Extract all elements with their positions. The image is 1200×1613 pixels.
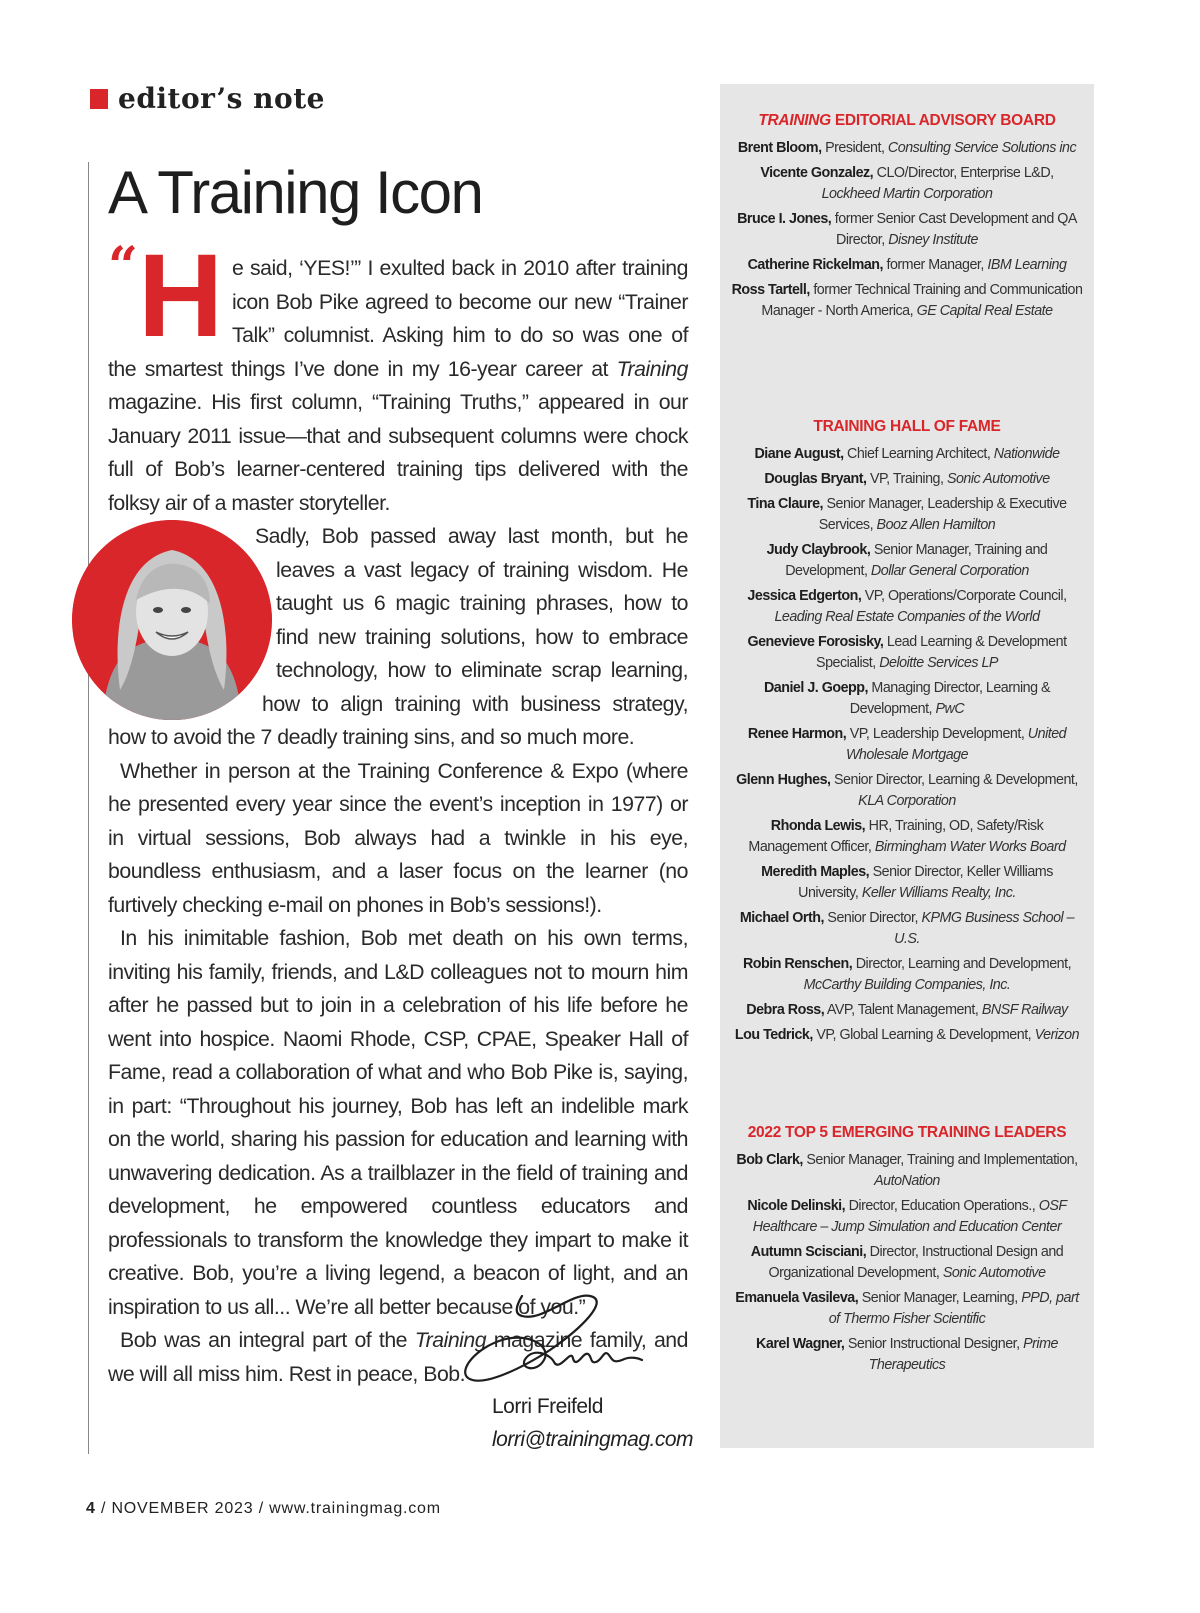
board-member-entry <box>720 862 1094 904</box>
member-title: Senior Manager, Leadership & Executive Services, <box>818 496 1067 533</box>
board-member-entry <box>720 724 1094 766</box>
advisory-heading-em: TRAINING <box>758 112 831 129</box>
member-title: VP, Leadership Development, <box>846 726 1025 742</box>
page-footer <box>86 1500 441 1518</box>
hall-of-fame-list <box>720 444 1094 1046</box>
paragraph-5-rest: magazine family, and we will all miss him. Rest in peace, Bob. <box>108 1328 688 1386</box>
member-name: Michael Orth, <box>739 910 824 926</box>
magazine-name: Training <box>414 1328 487 1352</box>
paragraph-1-rest: magazine. His first column, “Training Truths,” appeared in our January 2011 issue—that and subsequent columns were chock full of Bob’s learner-centered training tips delivered with the folksy air of a master storyteller. <box>108 390 688 515</box>
member-name: Tina Claure, <box>747 496 823 512</box>
member-title: Senior Manager, Learning, <box>858 1290 1018 1306</box>
member-name: Rhonda Lewis, <box>770 818 866 834</box>
member-organization: United Wholesale Mortgage <box>845 726 1067 763</box>
member-organization: Disney Institute <box>888 232 978 248</box>
member-title: CLO/Director, Enterprise L&D, <box>873 165 1054 181</box>
member-name: Jessica Edgerton, <box>747 588 862 604</box>
board-member-entry <box>720 816 1094 858</box>
member-name: Vicente Gonzalez, <box>760 165 874 181</box>
board-member-entry <box>720 163 1094 205</box>
dropcap <box>108 230 226 362</box>
member-title: Senior Director, Learning & Development, <box>830 772 1078 788</box>
paragraph-3: Whether in person at the Training Conference & Expo (where he presented every year since the event’s inception in 1977) or in virtual sessions, Bob always had a twinkle in his eye, boundless enthusiasm, and a laser focus on the learner (no furtively checking e-mail on phones in Bob’s sessions!). <box>108 758 688 917</box>
member-name: Diane August, <box>754 446 844 462</box>
paragraph-1-text: e said, ‘YES!’” I exulted back in 2010 after training icon Bob Pike agreed to become our new “Trainer Talk” columnist. Asking him to do so was one of the smartest things I’ve done in my 16-year career at <box>108 256 688 381</box>
section-label-text: editor’s note <box>118 82 325 115</box>
member-name: Debra Ross, <box>746 1002 825 1018</box>
member-name: Daniel J. Goepp, <box>763 680 868 696</box>
member-organization: AutoNation <box>874 1173 940 1189</box>
member-organization: Leading Real Estate Companies of the World <box>774 609 1040 625</box>
emerging-leaders-list <box>720 1150 1094 1376</box>
member-name: Genevieve Forosisky, <box>747 634 884 650</box>
member-title: Senior Director, <box>823 910 918 926</box>
board-member-entry <box>720 540 1094 582</box>
advisory-board-section <box>720 112 1094 326</box>
author-name: Lorri Freifeld <box>492 1395 603 1418</box>
article-body <box>108 230 688 1391</box>
member-organization: KPMG Business School – U.S. <box>894 910 1075 947</box>
member-title: VP, Operations/Corporate Council, <box>861 588 1067 604</box>
paragraph-2-text: Sadly, Bob passed away last month, but he leaves a vast legacy of training wisdom. He taught us 6 magic training phrases, how to find new training solutions, how to embrace technology, how to eliminate scrap learning, how to align training with business strategy, how to avoid the 7 deadly training sins, and so much more. <box>108 524 688 749</box>
member-name: Douglas Bryant, <box>764 471 867 487</box>
member-organization: GE Capital Real Estate <box>916 303 1053 319</box>
member-organization: OSF Healthcare – Jump Simulation and Education Center <box>752 1198 1067 1235</box>
section-label <box>90 82 325 115</box>
member-name: Judy Claybrook, <box>766 542 871 558</box>
member-title: Senior Manager, Training and Implementation, <box>802 1152 1078 1168</box>
section-marker-icon <box>90 89 108 109</box>
member-name: Lou Tedrick, <box>734 1027 813 1043</box>
member-title: Director, Education Operations., <box>845 1198 1036 1214</box>
sidebar <box>720 84 1094 1448</box>
board-member-entry <box>720 770 1094 812</box>
board-member-entry <box>720 1334 1094 1376</box>
member-title: Managing Director, Learning & Development, <box>849 680 1051 717</box>
author-photo <box>72 520 272 720</box>
member-name: Autumn Scisciani, <box>750 1244 867 1260</box>
advisory-board-heading <box>720 112 1094 130</box>
footer-text: / NOVEMBER 2023 / www.trainingmag.com <box>95 1500 441 1517</box>
member-organization: PwC <box>935 701 965 717</box>
member-organization: Consulting Service Solutions inc <box>887 140 1077 156</box>
member-name: Renee Harmon, <box>747 726 847 742</box>
member-organization: Birmingham Water Works Board <box>874 839 1066 855</box>
member-organization: Sonic Automotive <box>946 471 1050 487</box>
member-title: President, <box>821 140 885 156</box>
hall-of-fame-heading: TRAINING HALL OF FAME <box>813 418 1001 435</box>
board-member-entry <box>720 1288 1094 1330</box>
board-member-entry <box>720 678 1094 720</box>
member-organization: McCarthy Building Companies, Inc. <box>803 977 1011 993</box>
member-title: former Senior Cast Development and QA Director, <box>831 211 1077 248</box>
author-email[interactable]: lorri@trainingmag.com <box>492 1428 694 1451</box>
paragraph-4: In his inimitable fashion, Bob met death on his own terms, inviting his family, friends, and L&D colleagues not to mourn him after he passed but to join in a celebration of his life before he went into hospice. Naomi Rhode, CSP, CPAE, Speaker Hall of Fame, read a collaboration of what and who Bob Pike is, saying, in part: “Throughout his journey, Bob has left an indelible mark on the world, sharing his passion for education and learning with unwavering dedication. As a trailblazer in the field of training and development, he empowered countless educators and professionals to transform the knowledge they impart to make it creative. Bob, you’re a living legend, a beacon of light, and an inspiration to us all... We’re all better because of you.” <box>108 926 688 1319</box>
member-organization: BNSF Railway <box>981 1002 1068 1018</box>
board-member-entry <box>720 1242 1094 1284</box>
board-member-entry <box>720 632 1094 674</box>
member-organization: PPD, part of Thermo Fisher Scientific <box>828 1290 1079 1327</box>
member-title: Lead Learning & Development Specialist, <box>816 634 1067 671</box>
magazine-name: Training <box>616 356 688 381</box>
member-name: Brent Bloom, <box>737 140 822 156</box>
member-organization: Nationwide <box>993 446 1060 462</box>
board-member-entry <box>720 1150 1094 1192</box>
member-organization: IBM Learning <box>987 257 1067 273</box>
member-name: Emanuela Vasileva, <box>735 1290 859 1306</box>
author-photo-wrap <box>72 520 272 724</box>
board-member-entry <box>720 209 1094 251</box>
board-member-entry <box>720 908 1094 950</box>
emerging-leaders-heading: 2022 TOP 5 EMERGING TRAINING LEADERS <box>747 1124 1067 1141</box>
member-name: Ross Tartell, <box>731 282 810 298</box>
board-member-entry <box>720 1000 1094 1021</box>
member-name: Meredith Maples, <box>761 864 870 880</box>
advisory-heading-rest: EDITORIAL ADVISORY BOARD <box>830 112 1056 129</box>
member-title: former Technical Training and Communication Manager - North America, <box>761 282 1083 319</box>
member-name: Robin Renschen, <box>742 956 853 972</box>
board-member-entry <box>720 1025 1094 1046</box>
member-title: Director, Learning and Development, <box>852 956 1072 972</box>
paragraph-5-text: Bob was an integral part of the <box>120 1328 415 1352</box>
board-member-entry <box>720 469 1094 490</box>
board-member-entry <box>720 494 1094 536</box>
member-title: Senior Instructional Designer, <box>844 1336 1020 1352</box>
advisory-list <box>720 138 1094 322</box>
member-organization: Dollar General Corporation <box>870 563 1029 579</box>
member-title: Chief Learning Architect, <box>843 446 991 462</box>
member-title: VP, Training, <box>866 471 944 487</box>
hall-of-fame-section <box>720 418 1094 1050</box>
emerging-leaders-section <box>720 1124 1094 1380</box>
member-title: HR, Training, OD, Safety/Risk Management Officer, <box>748 818 1044 855</box>
handwritten-signature <box>462 1288 652 1398</box>
board-member-entry <box>720 255 1094 276</box>
member-name: Bruce I. Jones, <box>737 211 832 227</box>
board-member-entry <box>720 280 1094 322</box>
member-title: VP, Global Learning & Development, <box>812 1027 1032 1043</box>
member-organization: Deloitte Services LP <box>879 655 998 671</box>
member-organization: Keller Williams Realty, Inc. <box>861 885 1016 901</box>
member-organization: Lockheed Martin Corporation <box>821 186 993 202</box>
member-organization: KLA Corporation <box>858 793 956 809</box>
member-organization: Prime Therapeutics <box>868 1336 1058 1373</box>
board-member-entry <box>720 586 1094 628</box>
member-name: Catherine Rickelman, <box>747 257 883 273</box>
member-title: Senior Director, Keller Williams University, <box>798 864 1053 901</box>
member-title: Director, Instructional Design and Organizational Development, <box>768 1244 1064 1281</box>
member-name: Bob Clark, <box>736 1152 803 1168</box>
board-member-entry <box>720 444 1094 465</box>
portrait-icon <box>72 520 272 720</box>
board-member-entry <box>720 1196 1094 1238</box>
member-name: Glenn Hughes, <box>736 772 831 788</box>
member-organization: Sonic Automotive <box>942 1265 1046 1281</box>
member-name: Karel Wagner, <box>756 1336 845 1352</box>
board-member-entry <box>720 954 1094 996</box>
member-title: AVP, Talent Management, <box>824 1002 979 1018</box>
member-title: Senior Manager, Training and Development, <box>785 542 1048 579</box>
page-title: A Training Icon <box>108 159 483 226</box>
member-organization: Booz Allen Hamilton <box>876 517 996 533</box>
dropcap-letter: H <box>138 230 223 362</box>
paragraph-2 <box>108 520 688 755</box>
column-rule <box>88 162 89 1454</box>
member-title: former Manager, <box>883 257 984 273</box>
paragraph-1 <box>108 230 688 520</box>
dropcap-quote: “ <box>108 236 138 297</box>
member-organization: Verizon <box>1034 1027 1080 1043</box>
member-name: Nicole Delinski, <box>747 1198 846 1214</box>
page-number: 4 <box>86 1500 96 1517</box>
board-member-entry <box>720 138 1094 159</box>
